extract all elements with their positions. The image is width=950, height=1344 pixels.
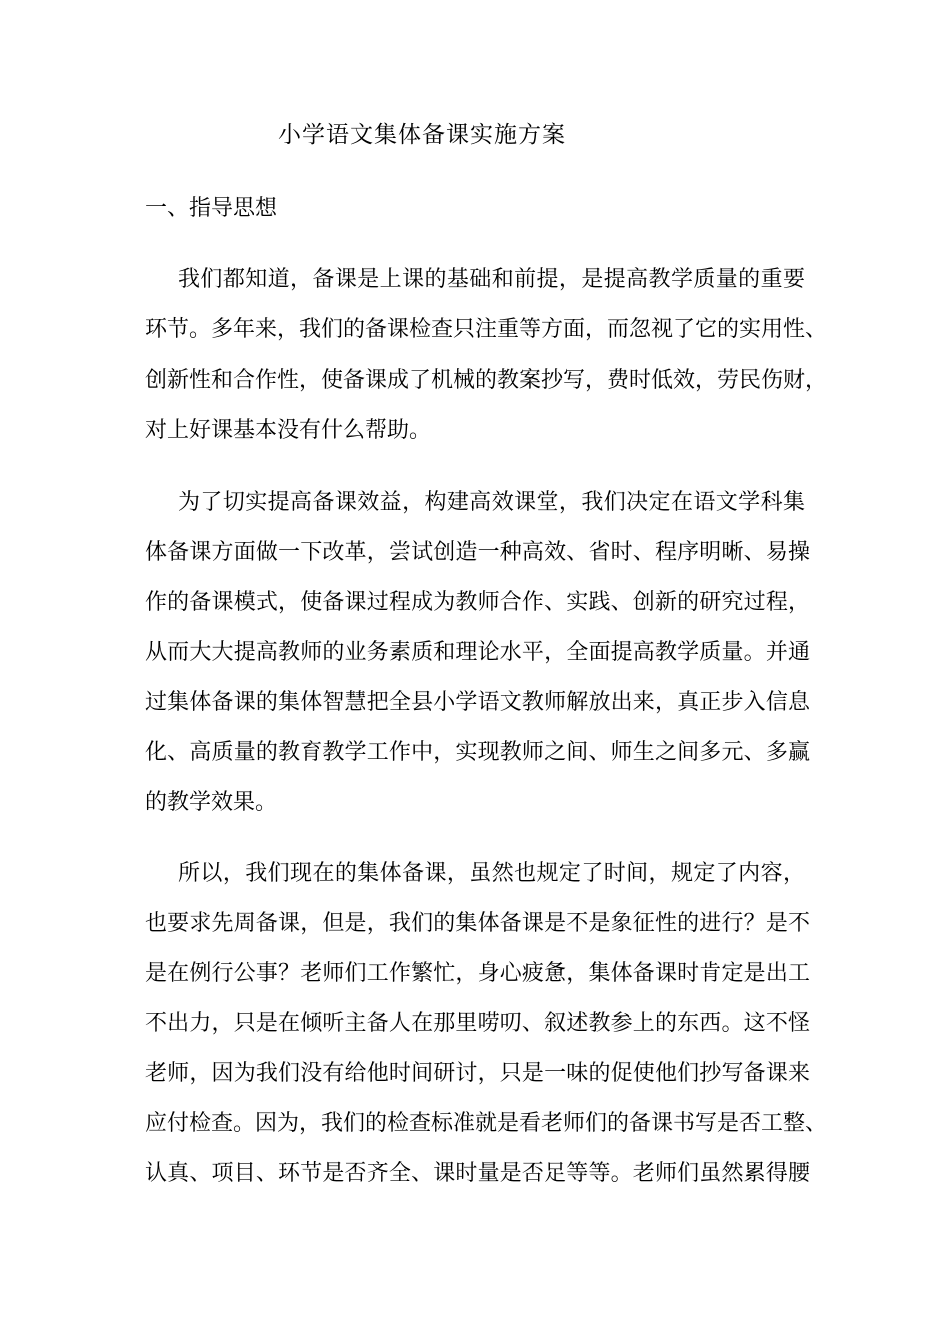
- paragraph-3-line-6: 应付检查。因为，我们的检查标准就是看老师们的备课书写是否工整、: [145, 1111, 828, 1136]
- section-heading: 一、指导思想: [145, 196, 278, 221]
- paragraph-2-line-4: 从而大大提高教师的业务素质和理论水平，全面提高教学质量。并通: [145, 640, 810, 665]
- document-title: 小学语文集体备课实施方案: [278, 122, 566, 148]
- paragraph-2-line-3: 作的备课模式，使备课过程成为教师合作、实践、创新的研究过程，: [145, 590, 810, 615]
- paragraph-2-line-5: 过集体备课的集体智慧把全县小学语文教师解放出来，真正步入信息: [145, 690, 810, 715]
- paragraph-1-line-1: 我们都知道，备课是上课的基础和前提，是提高教学质量的重要: [178, 267, 805, 292]
- paragraph-1-line-3: 创新性和合作性，使备课成了机械的教案抄写，费时低效，劳民伤财，: [145, 368, 828, 393]
- paragraph-2-line-7: 的教学效果。: [145, 790, 278, 815]
- paragraph-3-line-3: 是在例行公事？老师们工作繁忙，身心疲惫，集体备课时肯定是出工: [145, 961, 810, 986]
- paragraph-3-line-7: 认真、项目、环节是否齐全、课时量是否足等等。老师们虽然累得腰: [145, 1161, 810, 1186]
- paragraph-1-line-4: 对上好课基本没有什么帮助。: [145, 418, 432, 443]
- paragraph-3-line-2: 也要求先周备课，但是，我们的集体备课是不是象征性的进行？是不: [145, 911, 810, 936]
- paragraph-3-line-1: 所以，我们现在的集体备课，虽然也规定了时间，规定了内容，: [178, 861, 805, 886]
- paragraph-2-line-6: 化、高质量的教育教学工作中，实现教师之间、师生之间多元、多赢: [145, 740, 810, 765]
- paragraph-2-line-1: 为了切实提高备课效益，构建高效课堂，我们决定在语文学科集: [178, 490, 805, 515]
- paragraph-3-line-4: 不出力，只是在倾听主备人在那里唠叨、叙述教参上的东西。这不怪: [145, 1011, 810, 1036]
- paragraph-2-line-2: 体备课方面做一下改革，尝试创造一种高效、省时、程序明晰、易操: [145, 540, 810, 565]
- paragraph-1-line-2: 环节。多年来，我们的备课检查只注重等方面，而忽视了它的实用性、: [145, 317, 828, 342]
- paragraph-3-line-5: 老师，因为我们没有给他时间研讨，只是一味的促使他们抄写备课来: [145, 1061, 810, 1086]
